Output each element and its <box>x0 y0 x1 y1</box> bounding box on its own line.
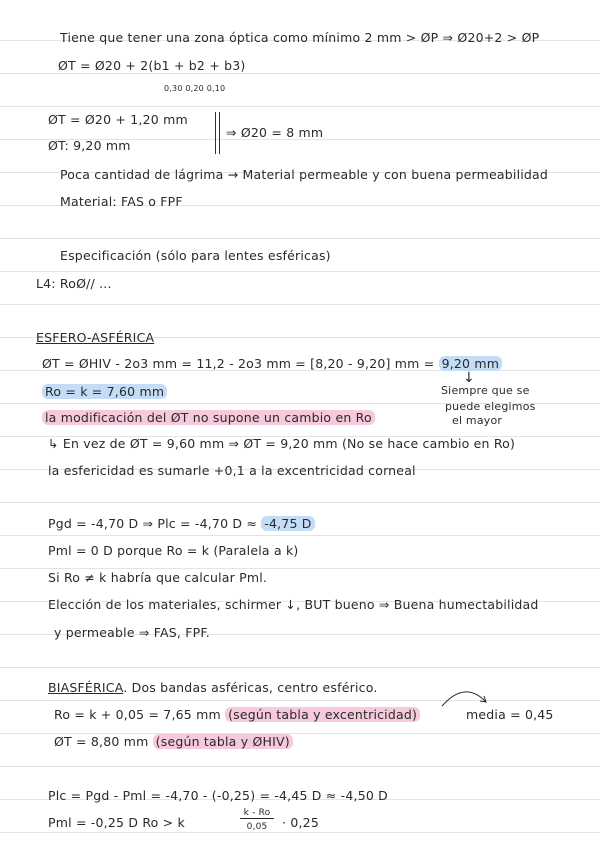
segun-tabla-hiv: (según tabla y ØHIV) <box>153 734 293 749</box>
double-bar <box>215 112 220 154</box>
diametro-hiv-line <box>42 356 502 371</box>
biasferica-line <box>48 680 378 695</box>
permeable-line: y permeable ⇒ FAS, FPF. <box>54 625 210 640</box>
ro-biasferica-line <box>54 707 420 722</box>
ro-value: Ro = k = 7,60 mm <box>42 384 167 399</box>
ro-line <box>42 384 167 399</box>
biasferica-desc: . Dos bandas asféricas, centro esférico. <box>123 680 378 695</box>
especificacion-line: Especificación (sólo para lentes esféricas) <box>60 248 331 263</box>
eleccion-line: Elección de los materiales, schirmer ↓, BUT bueno ⇒ Buena humectabilidad <box>48 597 539 612</box>
fraction-numerator: k - Ro <box>240 808 274 819</box>
pgd-text: Pgd = -4,70 D ⇒ Plc = -4,70 D ≈ <box>48 516 258 531</box>
diametro-biasferica-text: ØT = 8,80 mm <box>54 734 149 749</box>
fraction-denominator: 0,05 <box>246 822 268 832</box>
material-line: Material: FAS o FPF <box>60 194 183 209</box>
pgd-line <box>48 516 315 531</box>
biasferica-heading: BIASFÉRICA <box>48 680 124 695</box>
fraction-multiplier: · 0,25 <box>282 815 319 830</box>
note-line-1: Siempre que se <box>441 384 530 397</box>
diametro-selected: 9,20 mm <box>439 356 503 371</box>
segun-tabla-excentricidad: (según tabla y excentricidad) <box>225 707 420 722</box>
plc-rounded: -4,75 D <box>261 516 314 531</box>
band-values: 0,30 0,20 0,10 <box>164 84 226 93</box>
en-vez-de-line: ↳ En vez de ØT = 9,60 mm ⇒ ØT = 9,20 mm (No se hace cambio en Ro) <box>48 436 516 451</box>
diametro-zona-optica: ⇒ Ø20 = 8 mm <box>226 125 324 140</box>
ro-biasferica-text: Ro = k + 0,05 = 7,65 mm <box>54 707 221 722</box>
modificacion-line <box>42 410 375 425</box>
esfericidad-line: la esfericidad es sumarle +0,1 a la excentricidad corneal <box>48 463 416 478</box>
diametro-hiv-text: ØT = ØHIV - 2o3 mm = 11,2 - 2o3 mm = [8,20 - 9,20] mm = <box>42 356 435 371</box>
diametro-total-sum: ØT = Ø20 + 1,20 mm <box>48 112 188 127</box>
pml-line: Pml = 0 D porque Ro = k (Paralela a k) <box>48 543 299 558</box>
down-arrow-icon: ↓ <box>463 370 475 386</box>
l4-line: L4: RoØ// ... <box>36 276 112 291</box>
esfero-asferica-heading: ESFERO-ASFÉRICA <box>36 330 155 345</box>
note-line-2: puede elegimos <box>445 400 536 413</box>
lagrima-line: Poca cantidad de lágrima → Material permeable y con buena permeabilidad <box>60 167 549 182</box>
diametro-total-result: ØT: 9,20 mm <box>48 138 131 153</box>
diametro-total-formula: ØT = Ø20 + 2(b1 + b2 + b3) <box>58 58 246 73</box>
zona-optica-line: Tiene que tener una zona óptica como mínimo 2 mm > ØP ⇒ Ø20+2 > ØP <box>60 30 540 45</box>
note-line-3: el mayor <box>452 414 503 427</box>
pml-biasferica-line: Pml = -0,25 D Ro > k <box>48 815 185 830</box>
modificacion-highlight: la modificación del ØT no supone un cambio en Ro <box>42 410 375 425</box>
diametro-biasferica-line <box>54 734 293 749</box>
curved-arrow-icon <box>440 688 490 708</box>
media-note: media = 0,45 <box>466 707 554 722</box>
plc-line: Plc = Pgd - Pml = -4,70 - (-0,25) = -4,45 D ≈ -4,50 D <box>48 788 388 803</box>
si-ro-line: Si Ro ≠ k habría que calcular Pml. <box>48 570 268 585</box>
